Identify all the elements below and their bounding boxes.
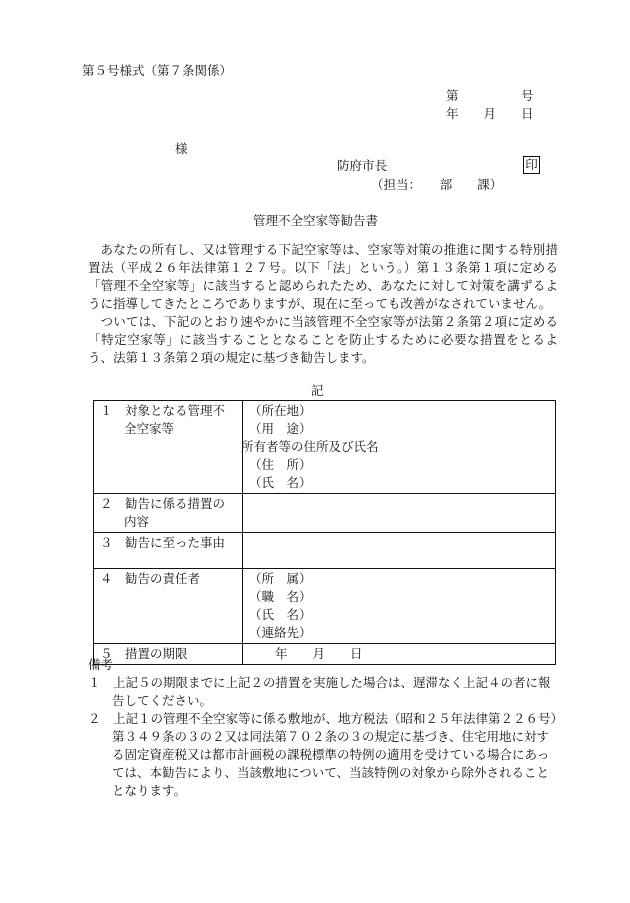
notes-heading: 備考 bbox=[88, 657, 114, 672]
row1-name: （氏 名） bbox=[249, 475, 312, 490]
table-row bbox=[94, 533, 556, 569]
document-number-line: 第 号 bbox=[446, 88, 534, 103]
row4-title: （職 名） bbox=[249, 589, 312, 604]
row2-label-cell bbox=[94, 494, 243, 533]
row1-label: １ 対象となる管理不全空家等 bbox=[100, 403, 226, 436]
seal-stamp bbox=[523, 156, 540, 174]
row5-label: ５ 措置の期限 bbox=[100, 646, 188, 661]
ki-label: 記 bbox=[311, 383, 324, 398]
body-text bbox=[88, 241, 558, 367]
recipient-suffix: 様 bbox=[175, 141, 188, 156]
row1-use: （用 途） bbox=[249, 421, 312, 436]
row5-value: 年 月 日 bbox=[275, 646, 363, 661]
paragraph-1: あなたの所有し、又は管理する下記空家等は、空家等対策の推進に関する特別措置法（平成２６年法律第１２７号。以下「法」という。）第１３条第１項に定める「管理不全空家等」に該当すると認められたため、あなたに対して対策を講ずるように指導してきたところでありますが、現在に至っても改善がなされていません。 bbox=[88, 242, 558, 311]
row1-value-cell bbox=[243, 401, 556, 494]
row4-label-cell bbox=[94, 569, 243, 644]
row1-location: （所在地） bbox=[249, 403, 312, 418]
row2-label: ２ 勧告に係る措置の内容 bbox=[100, 496, 226, 529]
row4-name: （氏 名） bbox=[249, 607, 312, 622]
form-number: 第５号様式（第７条関係） bbox=[82, 63, 233, 78]
row4-value-cell bbox=[243, 569, 556, 644]
note-2: ２ 上記１の管理不全空家等に係る敷地が、地方税法（昭和２５年法律第２２６号）第３４９条の３の２又は同法第７０２条の３の規定に基づき、住宅用地に対する固定資産税又は都市計画税の課税標準の特例の適用を受けている場合にあっては、本勧告により、当該敷地について、当該特例の対象から除外されることとなります。 bbox=[88, 711, 557, 798]
issuer: 防府市長 bbox=[337, 158, 388, 173]
row1-label-cell bbox=[94, 401, 243, 494]
row3-label-cell bbox=[94, 533, 243, 569]
date-line: 年 月 日 bbox=[446, 106, 534, 121]
row1-address: （住 所） bbox=[249, 457, 312, 472]
row4-contact: （連絡先） bbox=[249, 625, 312, 640]
row4-dept: （所 属） bbox=[249, 571, 312, 586]
row3-value-cell bbox=[243, 533, 556, 569]
note-1: １ 上記５の期限までに上記２の措置を実施した場合は、遅滞なく上記４の者に報告してください。 bbox=[88, 675, 551, 708]
contact-line: （担当： 部 課） bbox=[371, 177, 503, 192]
row2-value-cell bbox=[243, 494, 556, 533]
paragraph-2: ついては、下記のとおり速やかに当該管理不全空家等が法第２条第２項に定める「特定空家等」に該当することとなることを防止するために必要な措置をとるよう、法第１３条第２項の規定に基づき勧告します。 bbox=[88, 314, 558, 365]
table-row bbox=[94, 494, 556, 533]
recommendation-table bbox=[93, 400, 556, 665]
row3-label: ３ 勧告に至った事由 bbox=[100, 535, 226, 550]
notes-section bbox=[88, 656, 558, 800]
table-row bbox=[94, 401, 556, 494]
row4-label: ４ 勧告の責任者 bbox=[100, 571, 201, 586]
row1-owner-heading: 所有者等の住所及び氏名 bbox=[241, 439, 379, 454]
table-row bbox=[94, 569, 556, 644]
seal-stamp-label: 印 bbox=[523, 156, 540, 174]
document-title: 管理不全空家等勧告書 bbox=[253, 213, 379, 228]
